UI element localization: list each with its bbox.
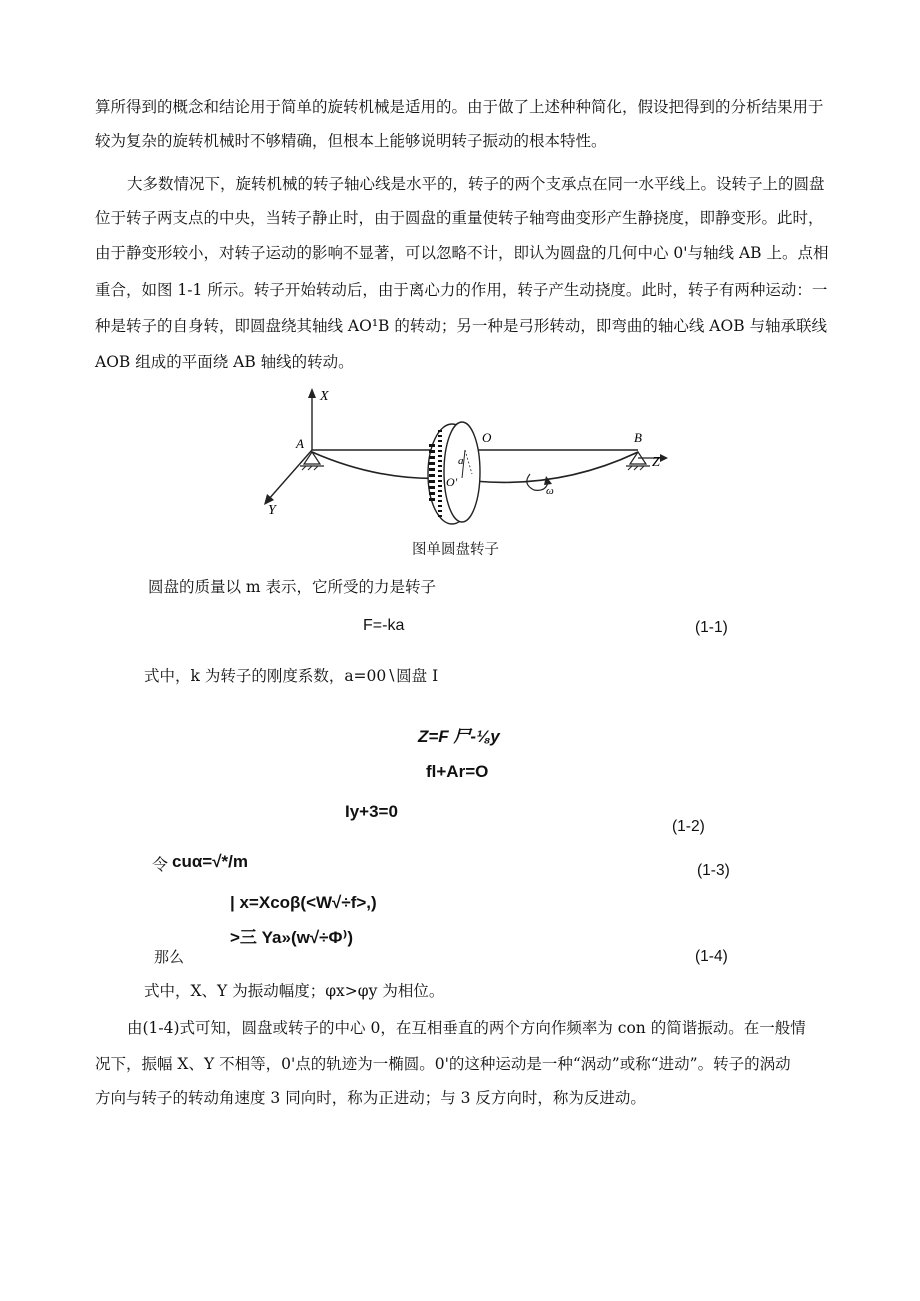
equation-1-4-line2: >三 Ya»(w√÷Φ⁾) xyxy=(230,928,354,947)
equation-number: (1-4) xyxy=(695,948,728,965)
equation-1-4-line1: | x=Xcoβ(<W√÷f>,) xyxy=(230,893,377,912)
paragraph-line: 算所得到的概念和结论用于简单的旋转机械是适用的。由于做了上述种种简化，假设把得到的分析结果用于 xyxy=(95,98,824,116)
paragraph-line: 由(1-4)式可知，圆盘或转子的中心 0，在互相垂直的两个方向作频率为 con 的简谐振动。在一般情 xyxy=(127,1019,806,1037)
paragraph-line: 由于静变形较小，对转子运动的影响不显著，可以忽略不计，即认为圆盘的几何中心 0'与轴线 AB 上。点相 xyxy=(95,244,829,262)
rotation-arrowhead-icon xyxy=(544,476,552,485)
paragraph-line: 方向与转子的转动角速度 3 同向时，称为正进动；与 3 反方向时，称为反进动。 xyxy=(95,1089,646,1107)
label-alpha: a xyxy=(458,455,464,467)
paragraph-line: 式中，k 为转子的刚度系数，a=00∖圆盘 I xyxy=(144,667,439,685)
point-label-b: B xyxy=(634,430,642,445)
paragraph-line: 位于转子两支点的中央，当转子静止时，由于圆盘的重量使转子轴弯曲变形产生静挠度，即静变形。此时， xyxy=(95,209,824,227)
equation-1-2-line3: Iy+3=0 xyxy=(345,802,398,821)
paragraph-line: AOB 组成的平面绕 AB 轴线的转动。 xyxy=(95,353,354,371)
support-a-icon xyxy=(300,452,324,470)
equation-1-2-line2: fl+Ar=O xyxy=(426,762,489,781)
equation-number: (1-1) xyxy=(695,619,728,636)
axis-label-y: Y xyxy=(268,503,276,518)
paragraph-line: 圆盘的质量以 m 表示，它所受的力是转子 xyxy=(148,578,437,596)
equation-prefix: 那么 xyxy=(154,948,185,966)
axis-label-x: X xyxy=(320,389,329,404)
disc xyxy=(428,422,480,524)
point-label-o: O xyxy=(482,430,492,445)
paragraph-line: 大多数情况下，旋转机械的转子轴心线是水平的，转子的两个支承点在同一水平线上。设转子上的圆盘 xyxy=(127,175,825,193)
paragraph-line: 况下，振幅 X、Y 不相等，0'点的轨迹为一椭圆。0'的这种运动是一种“涡动”或称“进动”。转子的涡动 xyxy=(95,1055,791,1073)
z-axis-arrow-icon xyxy=(660,454,668,462)
equation-number: (1-2) xyxy=(672,818,705,835)
y-axis xyxy=(268,450,312,500)
paragraph-line: 重合，如图 1-1 所示。转子开始转动后，由于离心力的作用，转子产生动挠度。此时，转子有两种运动：一 xyxy=(95,281,828,299)
rotor-diagram xyxy=(250,382,680,532)
label-omega: ω xyxy=(546,485,554,497)
equation-prefix: 令 xyxy=(152,855,169,874)
equation-1-1: F=-ka xyxy=(363,617,405,634)
point-label-o-prime: O' xyxy=(446,475,458,489)
equation-number: (1-3) xyxy=(697,862,730,879)
equation-1-3: cuα=√*/m xyxy=(172,852,249,871)
paragraph-line: 式中，X、Y 为振动幅度；φx>φy 为相位。 xyxy=(144,982,445,1000)
point-label-a: A xyxy=(296,436,304,451)
equation-1-2-line1: Z=F ⼫-⅛y xyxy=(418,727,500,746)
paragraph-line: 较为复杂的旋转机械时不够精确，但根本上能够说明转子振动的根本特性。 xyxy=(95,132,607,150)
support-b-icon xyxy=(626,452,650,470)
figure-caption: 图单圆盘转子 xyxy=(412,542,499,558)
paragraph-line: 种是转子的自身转，即圆盘绕其轴线 AO¹B 的转动；另一种是弓形转动，即弯曲的轴心线 AOB 与轴承联线 xyxy=(95,317,828,335)
axis-label-z: Z xyxy=(652,455,660,470)
x-axis-arrow-icon xyxy=(308,388,316,398)
